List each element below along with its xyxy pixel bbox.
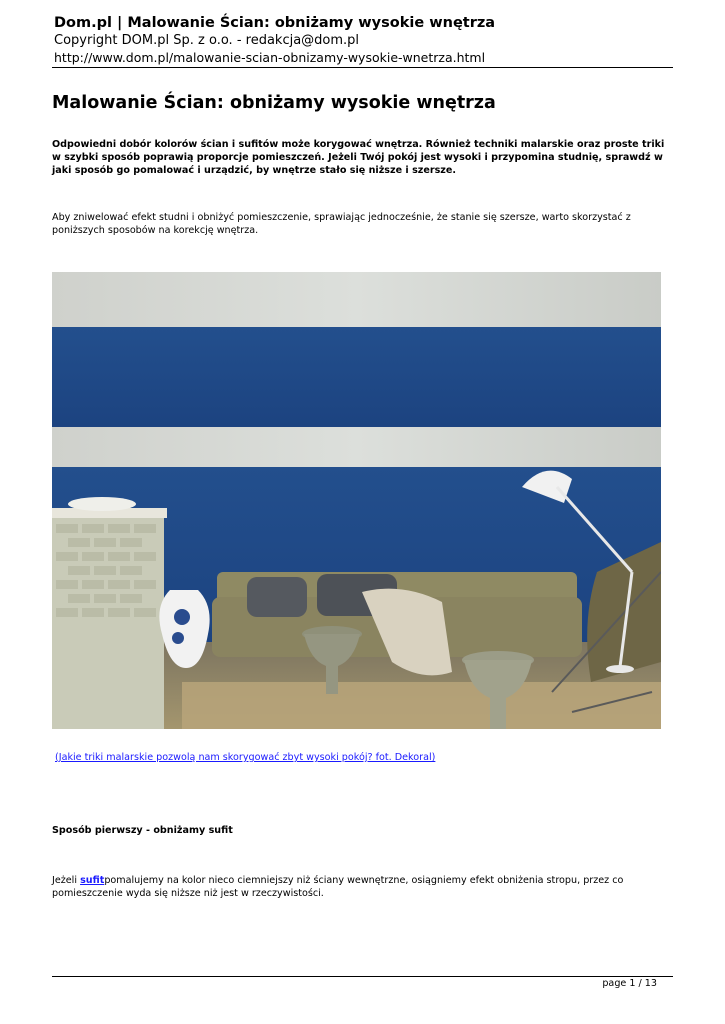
page-number: page 1 / 13 xyxy=(602,978,657,989)
article-title: Malowanie Ścian: obniżamy wysokie wnętrza xyxy=(52,93,496,113)
photo-caption-link[interactable]: (Jakie triki malarskie pozwolą nam skorygować zbyt wysoki pokój? fot. Dekoral) xyxy=(55,752,436,763)
header-copyright: Copyright DOM.pl Sp. z o.o. - redakcja@dom.pl xyxy=(54,33,360,48)
header-divider xyxy=(52,67,673,68)
section-heading: Sposób pierwszy - obniżamy sufit xyxy=(52,825,233,836)
article-lead: Odpowiedni dobór kolorów ścian i sufitów może korygować wnętrza. Również techniki malarskie oraz proste triki w szybki sposób poprawią proporcje pomieszczeń. Jeżeli Twój pokój jest wysoki i przypomina studnię, sprawdź w jaki sposób go pomalować i urządzić, by wnętrze stało się niższe i szersze. xyxy=(52,139,665,176)
paragraph-2-text-start: Jeżeli xyxy=(52,875,81,886)
header-url: http://www.dom.pl/malowanie-scian-obnizamy-wysokie-wnetrza.html xyxy=(54,50,486,65)
article-paragraph-2 xyxy=(52,874,672,900)
paragraph-2-text-end: pomalujemy na kolor nieco ciemniejszy niż ściany wewnętrzne, osiągniemy efekt obniżenia stropu, przez co pomieszczenie wyda się niższe niż jest w rzeczywistości. xyxy=(52,875,624,899)
sufit-link[interactable]: sufit xyxy=(80,875,105,886)
header-title: Dom.pl | Malowanie Ścian: obniżamy wysokie wnętrza xyxy=(54,15,496,31)
footer-divider xyxy=(52,976,673,977)
document-header xyxy=(54,14,674,66)
article-paragraph-1: Aby zniwelować efekt studni i obniżyć pomieszczenie, sprawiając jednocześnie, że stanie się szersze, warto skorzystać z poniższych sposobów na korekcję wnętrza. xyxy=(52,212,631,236)
article-photo xyxy=(52,272,661,729)
